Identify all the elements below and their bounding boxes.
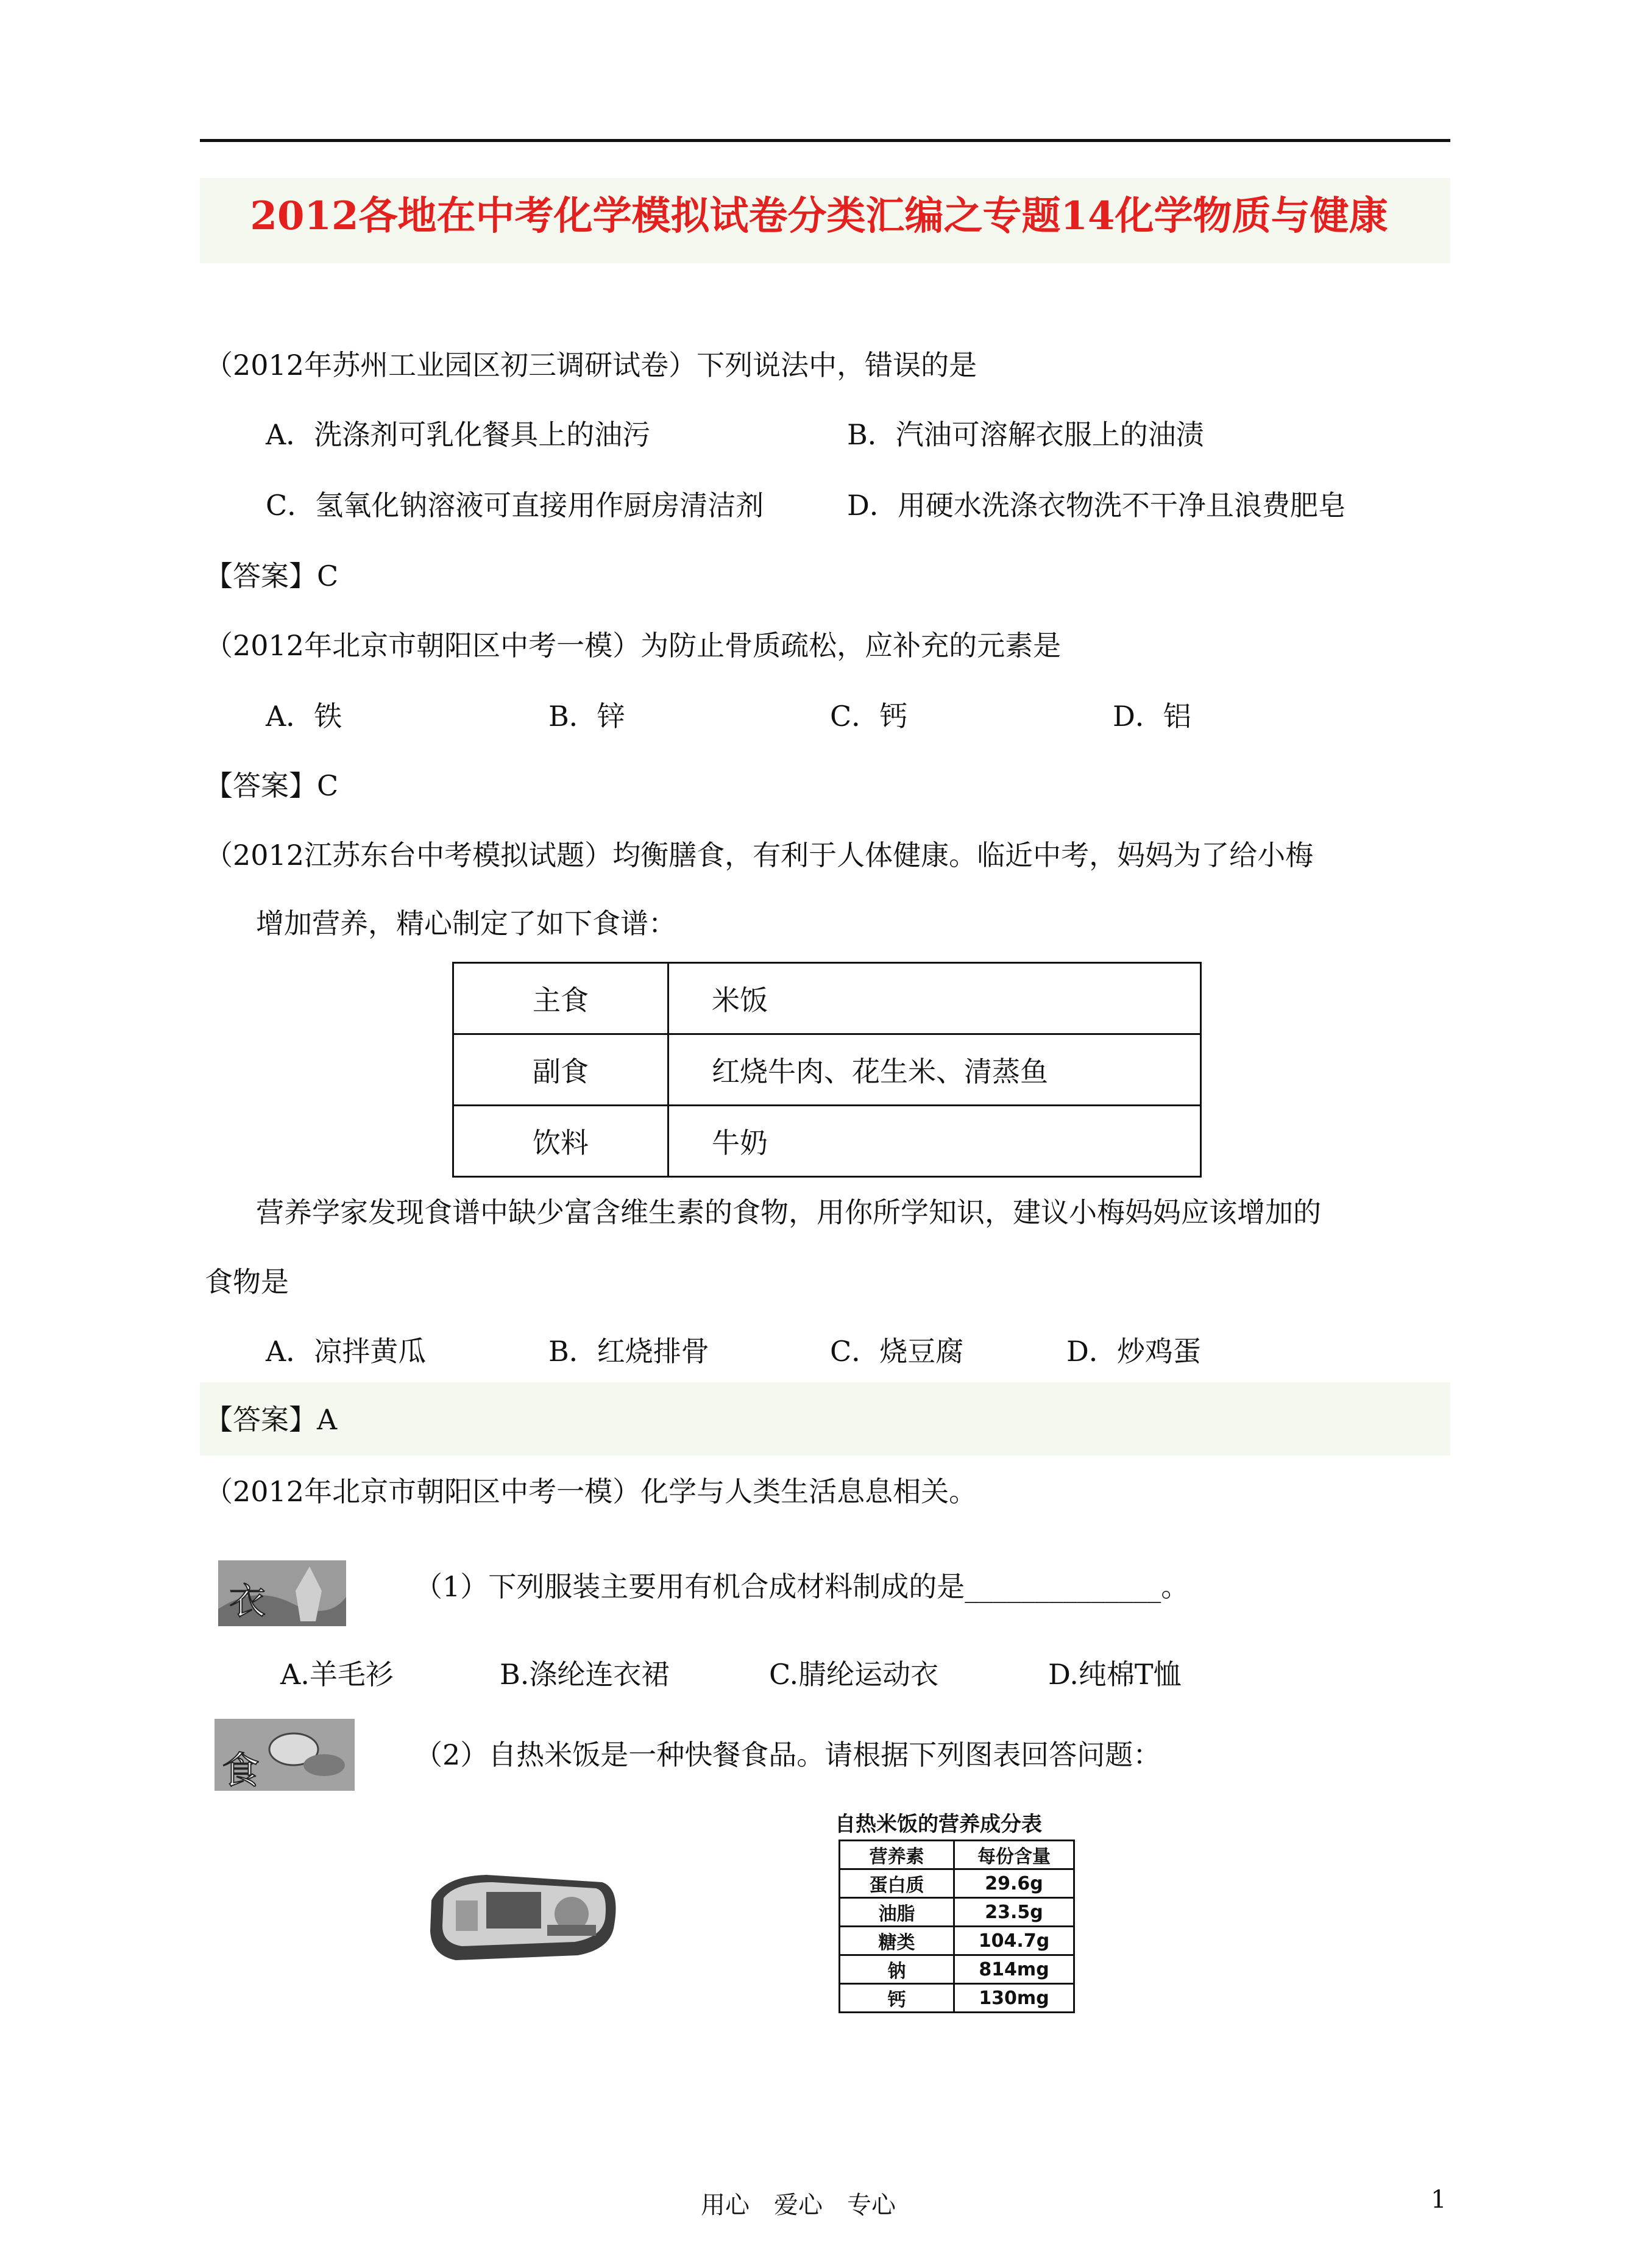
nutrient-amount: 23.5g bbox=[954, 1898, 1074, 1927]
nutrition-table bbox=[838, 1840, 1075, 2013]
q4-option-c: C.腈纶运动衣 bbox=[769, 1658, 939, 1691]
q1-option-b: B．汽油可溶解衣服上的油渍 bbox=[847, 418, 1204, 451]
q4-option-d: D.纯棉T恤 bbox=[1048, 1658, 1182, 1691]
q4-sub2: （2）自热米饭是一种快餐食品。请根据下列图表回答问题： bbox=[414, 1738, 1161, 1771]
q3-answer: 【答案】A bbox=[205, 1403, 338, 1436]
table-row bbox=[840, 1927, 1074, 1955]
document-title: 2012各地在中考化学模拟试卷分类汇编之专题14化学物质与健康 bbox=[250, 193, 1388, 239]
table-row bbox=[453, 1106, 1201, 1177]
q2-option-b: B．锌 bbox=[548, 700, 625, 733]
q1-option-d: D．用硬水洗涤衣物洗不干净且浪费肥皂 bbox=[847, 489, 1346, 522]
nutrient-amount: 130mg bbox=[954, 1984, 1074, 2013]
q2-option-c: C．钙 bbox=[830, 700, 908, 733]
menu-category: 主食 bbox=[453, 963, 668, 1034]
footer-slogan: 用心 爱心 专心 bbox=[701, 2191, 896, 2219]
menu-items: 牛奶 bbox=[668, 1106, 1201, 1177]
nutrient-name: 蛋白质 bbox=[840, 1869, 954, 1898]
q3-option-a: A．凉拌黄瓜 bbox=[266, 1335, 427, 1368]
menu-category: 饮料 bbox=[453, 1106, 668, 1177]
q4-option-b: B.涤纶连衣裙 bbox=[500, 1658, 670, 1691]
food-icon bbox=[214, 1719, 355, 1791]
svg-text:衣: 衣 bbox=[229, 1580, 266, 1623]
table-row bbox=[840, 1869, 1074, 1898]
nutrient-amount: 814mg bbox=[954, 1955, 1074, 1984]
q1-option-c: C．氢氧化钠溶液可直接用作厨房清洁剂 bbox=[266, 489, 764, 522]
table-row bbox=[453, 963, 1201, 1034]
column-header: 每份含量 bbox=[954, 1841, 1074, 1869]
q2-stem: （2012年北京市朝阳区中考一模）为防止骨质疏松，应补充的元素是 bbox=[205, 629, 1062, 662]
nutrient-name: 糖类 bbox=[840, 1927, 954, 1955]
nutrient-name: 钙 bbox=[840, 1984, 954, 2013]
q3-follow-line1: 营养学家发现食谱中缺少富含维生素的食物，用你所学知识，建议小梅妈妈应该增加的 bbox=[256, 1196, 1321, 1229]
q3-stem-line1: （2012江苏东台中考模拟试题）均衡膳食，有利于人体健康。临近中考，妈妈为了给小梅 bbox=[205, 839, 1314, 872]
q4-stem: （2012年北京市朝阳区中考一模）化学与人类生活息息相关。 bbox=[205, 1475, 977, 1508]
svg-text:食: 食 bbox=[222, 1748, 260, 1791]
nutrient-name: 钠 bbox=[840, 1955, 954, 1984]
table-row bbox=[840, 1955, 1074, 1984]
q1-answer: 【答案】C bbox=[205, 560, 339, 592]
q1-stem: （2012年苏州工业园区初三调研试卷）下列说法中，错误的是 bbox=[205, 349, 977, 382]
column-header: 营养素 bbox=[840, 1841, 954, 1869]
meal-plan-table bbox=[452, 962, 1202, 1178]
q4-sub1: （1）下列服装主要用有机合成材料制成的是______________。 bbox=[414, 1570, 1190, 1603]
q3-option-d: D．炒鸡蛋 bbox=[1066, 1335, 1201, 1368]
nutrient-amount: 104.7g bbox=[954, 1927, 1074, 1955]
nutrient-amount: 29.6g bbox=[954, 1869, 1074, 1898]
q4-option-a: A.羊毛衫 bbox=[280, 1658, 394, 1691]
q2-option-a: A．铁 bbox=[266, 700, 342, 733]
nutrient-name: 油脂 bbox=[840, 1898, 954, 1927]
header-rule bbox=[200, 139, 1450, 142]
self-heating-rice-photo bbox=[419, 1858, 626, 1974]
q3-follow-line2: 食物是 bbox=[205, 1265, 289, 1298]
table-row bbox=[453, 1034, 1201, 1106]
menu-category: 副食 bbox=[453, 1034, 668, 1106]
table-header-row bbox=[840, 1841, 1074, 1869]
q1-option-a: A．洗涤剂可乳化餐具上的油污 bbox=[266, 418, 651, 451]
menu-items: 米饭 bbox=[668, 963, 1201, 1034]
q3-stem-line2: 增加营养，精心制定了如下食谱： bbox=[256, 907, 676, 940]
answer-highlight bbox=[200, 1382, 1450, 1456]
table-row bbox=[840, 1984, 1074, 2013]
page-number: 1 bbox=[1431, 2186, 1447, 2214]
menu-items: 红烧牛肉、花生米、清蒸鱼 bbox=[668, 1034, 1201, 1106]
nutrition-table-title: 自热米饭的营养成分表 bbox=[835, 1812, 1042, 1836]
table-row bbox=[840, 1898, 1074, 1927]
clothing-icon bbox=[218, 1560, 346, 1626]
q2-option-d: D．铝 bbox=[1113, 700, 1191, 733]
q3-option-b: B．红烧排骨 bbox=[548, 1335, 709, 1368]
q3-option-c: C．烧豆腐 bbox=[830, 1335, 964, 1368]
q2-answer: 【答案】C bbox=[205, 769, 339, 802]
